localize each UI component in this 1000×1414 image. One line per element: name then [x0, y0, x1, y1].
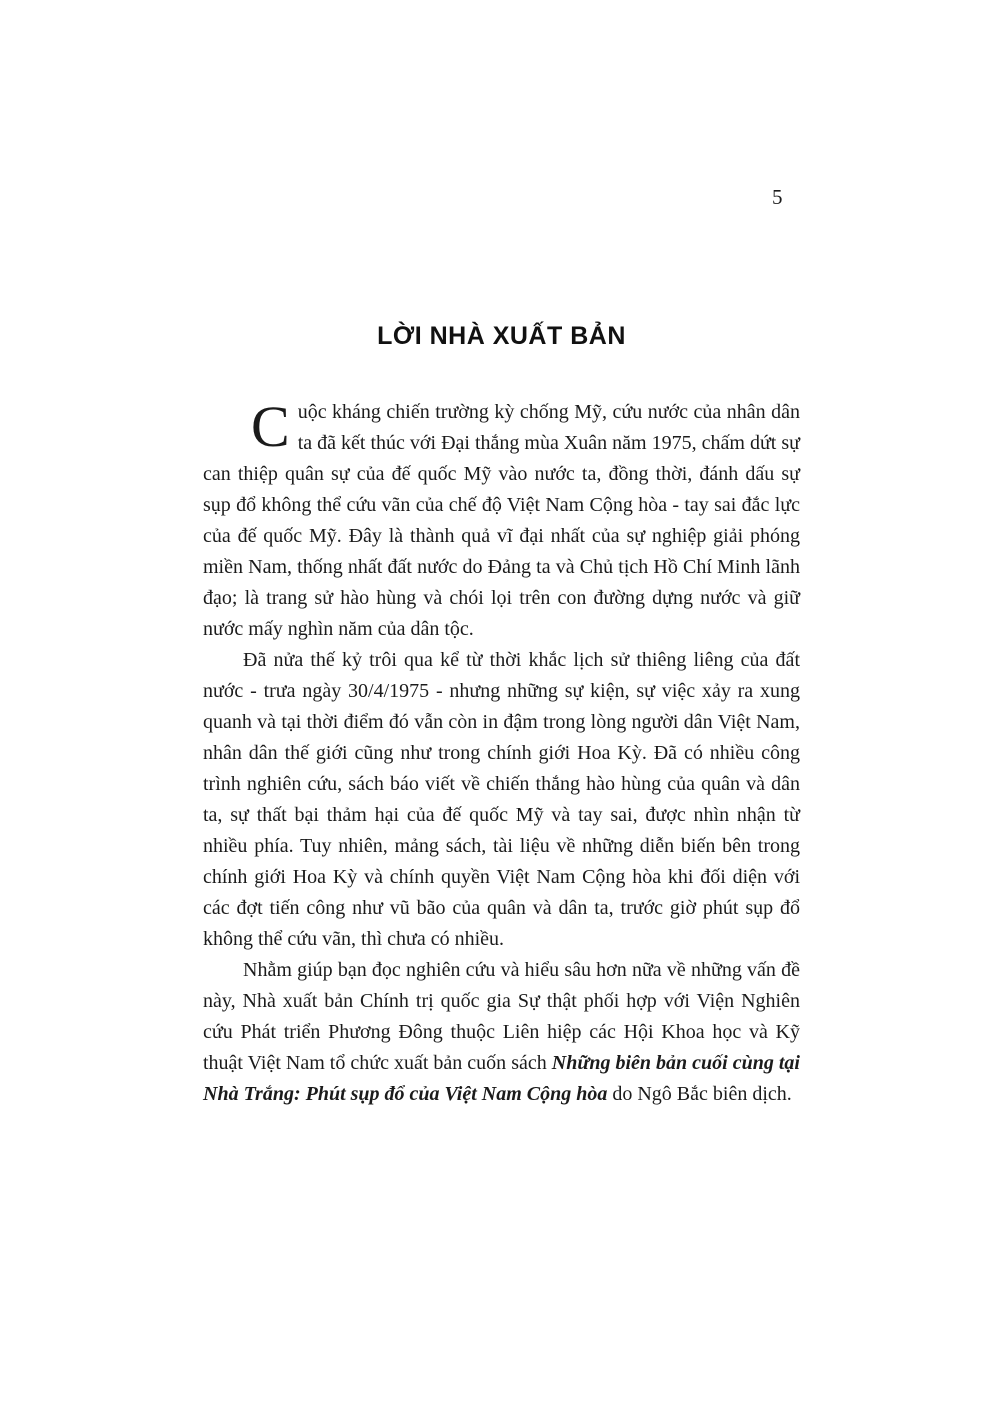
page-content	[203, 322, 800, 1110]
drop-cap: C	[251, 394, 290, 459]
chapter-heading: LỜI NHÀ XUẤT BẢN	[377, 322, 626, 350]
paragraph-1	[203, 394, 800, 645]
paragraph-3-tail: do Ngô Bắc biên dịch.	[607, 1083, 792, 1105]
paragraph-1-text: uộc kháng chiến trường kỳ chống Mỹ, cứu nước của nhân dân ta đã kết thúc với Đại thắng mùa Xuân năm 1975, chấm dứt sự can thiệp quân sự của đế quốc Mỹ vào nước ta, đồng thời, đánh dấu sự sụp đổ không thể cứu vãn của chế độ Việt Nam Cộng hòa - tay sai đắc lực của đế quốc Mỹ. Đây là thành quả vĩ đại nhất của sự nghiệp giải phóng miền Nam, thống nhất đất nước do Đảng ta và Chủ tịch Hồ Chí Minh lãnh đạo; là trang sử hào hùng và chói lọi trên con đường dựng nước và giữ nước mấy nghìn năm của dân tộc.	[203, 401, 800, 640]
book-title: Những biên bản cuối cùng tại Nhà Trắng: Phút sụp đổ của Việt Nam Cộng hòa	[203, 1052, 800, 1105]
paragraph-3	[203, 955, 800, 1110]
paragraph-2: Đã nửa thế kỷ trôi qua kể từ thời khắc lịch sử thiêng liêng của đất nước - trưa ngày 30/4/1975 - nhưng những sự kiện, sự việc xảy ra xung quanh và tại thời điểm đó vẫn còn in đậm trong lòng người dân Việt Nam, nhân dân thế giới cũng như trong chính giới Hoa Kỳ. Đã có nhiều công trình nghiên cứu, sách báo viết về chiến thắng hào hùng của quân và dân ta, sự thất bại thảm hại của đế quốc Mỹ và tay sai, được nhìn nhận từ nhiều phía. Tuy nhiên, mảng sách, tài liệu về những diễn biến bên trong chính giới Hoa Kỳ và chính quyền Việt Nam Cộng hòa khi đối diện với các đợt tiến công như vũ bão của quân và dân ta, trước giờ phút sụp đổ không thể cứu vãn, thì chưa có nhiều.	[203, 649, 800, 950]
page-number: 5	[772, 185, 783, 209]
paragraph-3-lead: Nhằm giúp bạn đọc nghiên cứu và hiểu sâu hơn nữa về những vấn đề này, Nhà xuất bản Chính trị quốc gia Sự thật phối hợp với Viện Nghiên cứu Phát triển Phương Đông thuộc Liên hiệp các Hội Khoa học và Kỹ thuật Việt Nam tổ chức xuất bản cuốn sách	[203, 959, 800, 1074]
